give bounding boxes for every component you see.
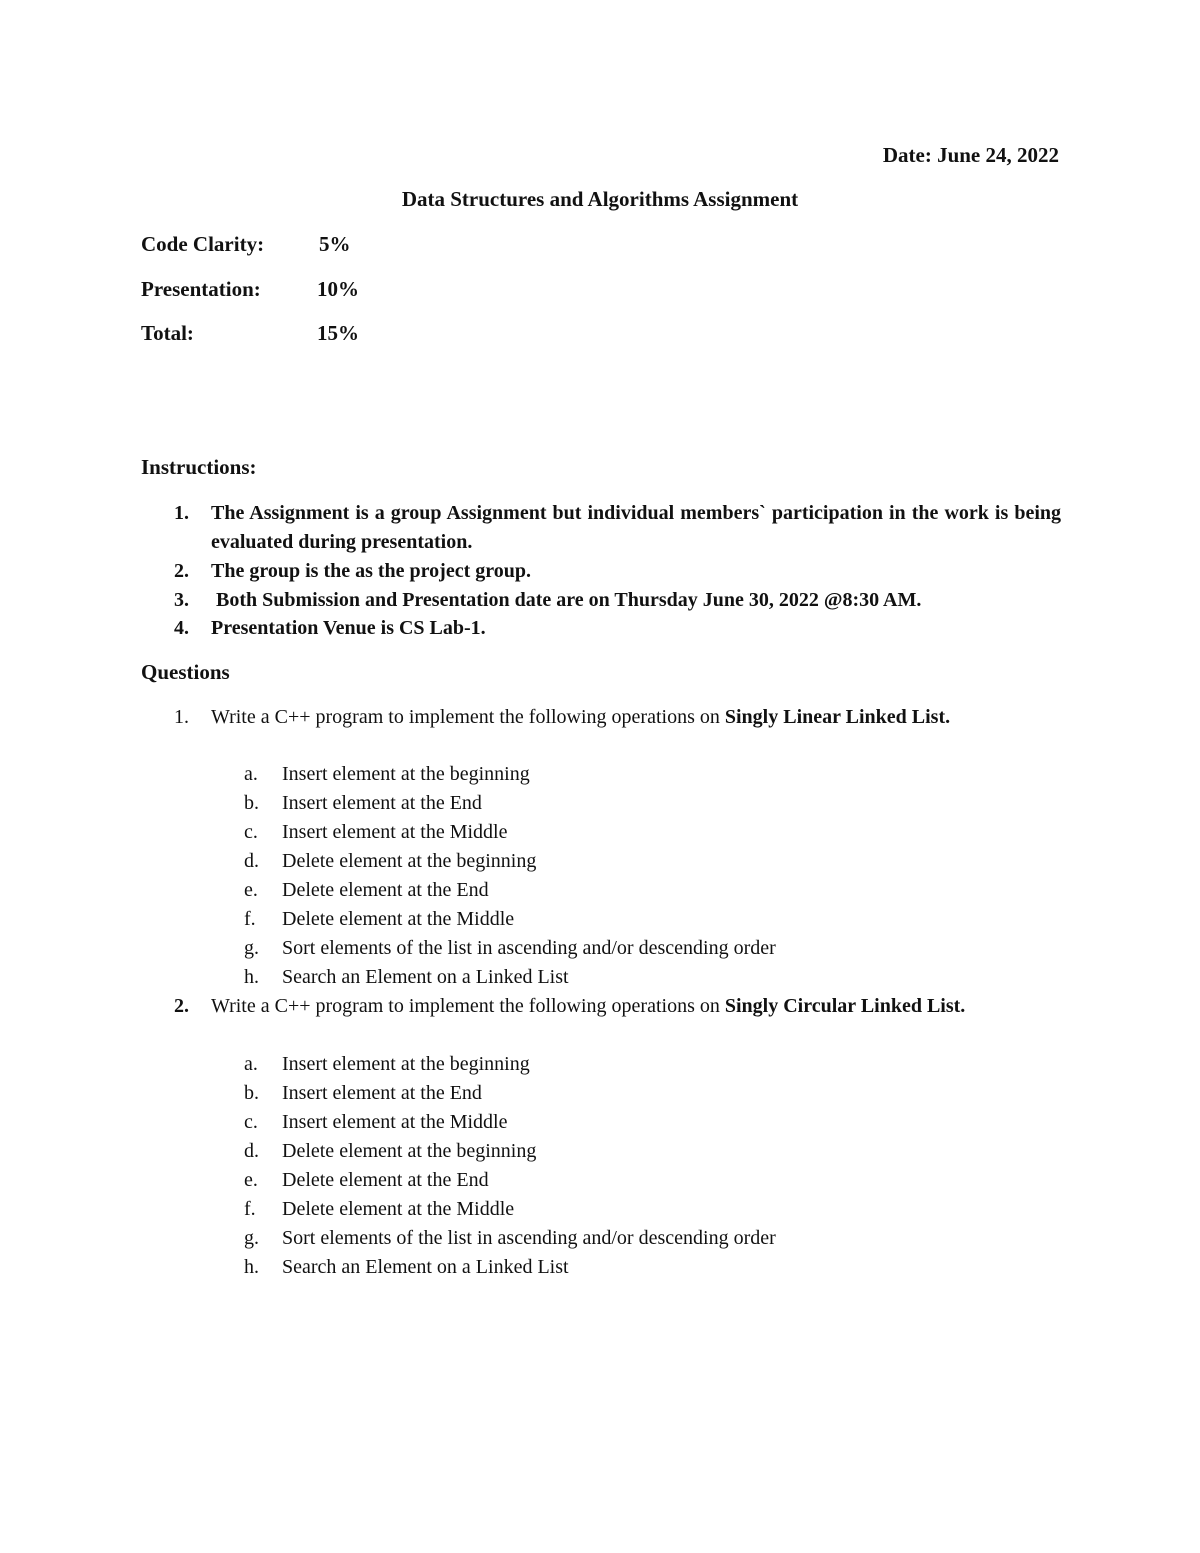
instructions-heading: Instructions: <box>141 455 257 479</box>
sub-item: g. Sort elements of the list in ascending and/or descending order <box>244 937 776 959</box>
sub-item: c. Insert element at the Middle <box>244 821 508 843</box>
sub-item: e. Delete element at the End <box>244 879 489 901</box>
question-text: Write a C++ program to implement the following operations on <box>211 995 725 1017</box>
score-row-presentation <box>141 277 359 302</box>
sub-item: d. Delete element at the beginning <box>244 1140 537 1162</box>
sub-item: e. Delete element at the End <box>244 1169 489 1191</box>
sub-item: f. Delete element at the Middle <box>244 908 515 930</box>
sub-item: a. Insert element at the beginning <box>244 1053 530 1075</box>
sub-item: g. Sort elements of the list in ascending and/or descending order <box>244 1227 776 1249</box>
score-value: 5% <box>319 232 351 256</box>
sub-item: c. Insert element at the Middle <box>244 1111 508 1133</box>
question-subject: Singly Circular Linked List. <box>724 995 966 1017</box>
sub-item: b. Insert element at the End <box>244 1082 482 1104</box>
instruction-item: 2. The group is the as the project group. <box>174 560 532 582</box>
instruction-item: 1. The Assignment is a group Assignment but individual members` participation in the work is being evaluated during presentation. <box>174 502 1061 553</box>
score-label: Total: <box>141 321 194 345</box>
sub-item: d. Delete element at the beginning <box>244 850 537 872</box>
score-value: 10% <box>317 277 359 301</box>
score-label: Presentation: <box>141 277 261 301</box>
score-row-total <box>141 321 359 346</box>
sub-item: a. Insert element at the beginning <box>244 763 530 785</box>
document-title: Data Structures and Algorithms Assignment <box>401 187 799 211</box>
instruction-item: 3. Both Submission and Presentation date are on Thursday June 30, 2022 @8:30 AM. <box>174 589 922 611</box>
sub-item: h. Search an Element on a Linked List <box>244 1256 569 1278</box>
question-item: 2. Write a C++ program to implement the following operations on Singly Circular Linked List. <box>174 995 966 1017</box>
question-item: 1. Write a C++ program to implement the following operations on Singly Linear Linked List. <box>174 706 951 728</box>
sub-item: f. Delete element at the Middle <box>244 1198 515 1220</box>
document-date: Date: June 24, 2022 <box>882 143 1059 167</box>
question-subject: Singly Linear Linked List. <box>724 706 951 728</box>
question-text: Write a C++ program to implement the following operations on <box>211 706 725 728</box>
instruction-item: 4. Presentation Venue is CS Lab-1. <box>174 617 486 639</box>
score-row-code-clarity <box>141 232 351 257</box>
sub-item: b. Insert element at the End <box>244 792 482 814</box>
score-label: Code Clarity: <box>141 232 265 256</box>
score-value: 15% <box>317 321 359 345</box>
questions-heading: Questions <box>141 660 230 684</box>
sub-item: h. Search an Element on a Linked List <box>244 966 569 988</box>
